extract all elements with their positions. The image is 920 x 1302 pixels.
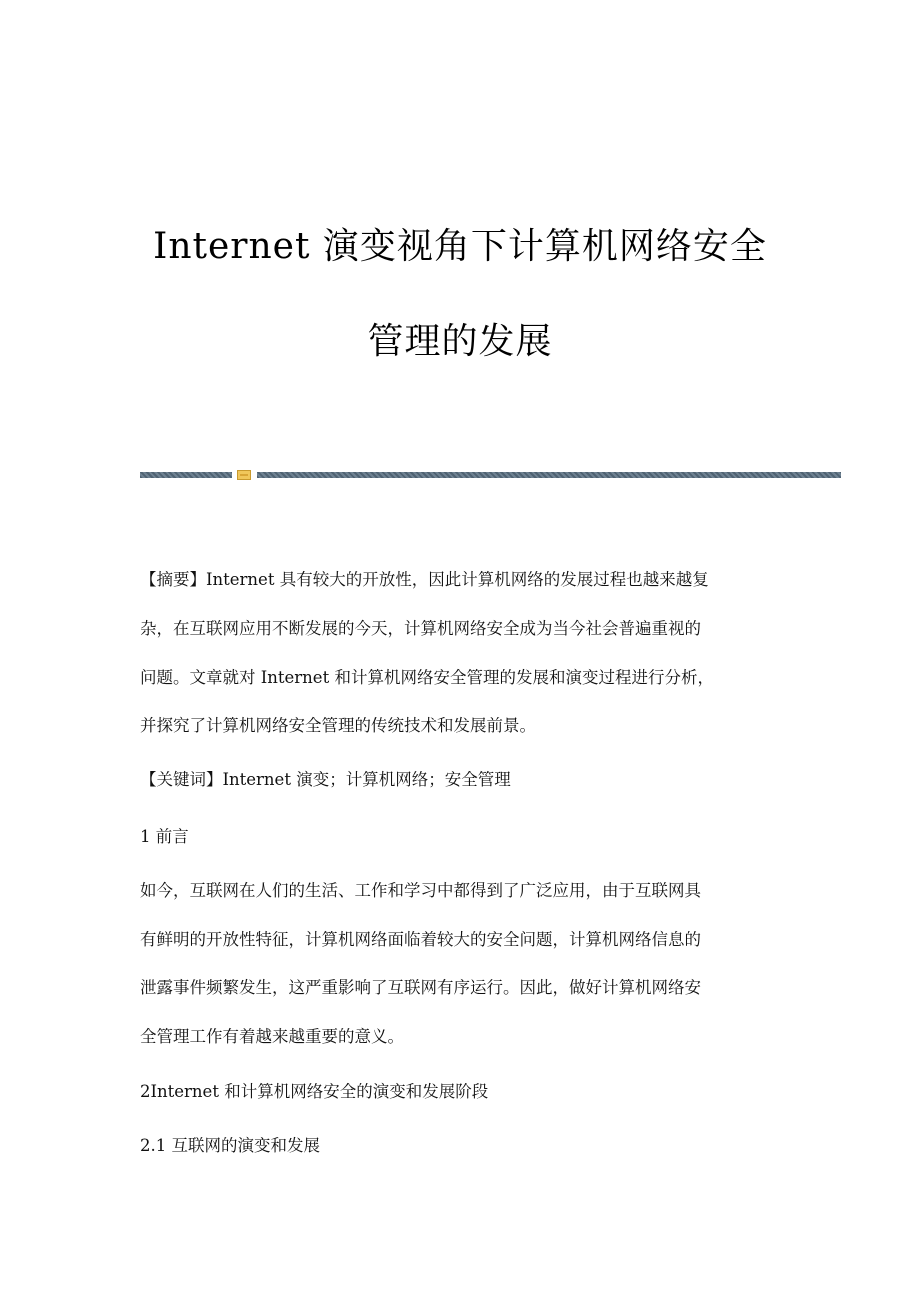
section-2-heading: 2Internet 和计算机网络安全的演变和发展阶段 bbox=[140, 1082, 489, 1101]
section-1-line-4: 全管理工作有着越来越重要的意义。 bbox=[140, 1027, 404, 1046]
section-1-line-2: 有鲜明的开放性特征，计算机网络面临着较大的安全问题，计算机网络信息的 bbox=[140, 930, 701, 949]
abstract-line-3: 问题。文章就对 Internet 和计算机网络安全管理的发展和演变过程进行分析， bbox=[140, 668, 714, 687]
abstract-line-2: 杂，在互联网应用不断发展的今天，计算机网络安全成为当今社会普遍重视的 bbox=[140, 619, 701, 638]
section-1-line-1: 如今，互联网在人们的生活、工作和学习中都得到了广泛应用，由于互联网具 bbox=[140, 881, 701, 900]
section-1-line-3: 泄露事件频繁发生，这严重影响了互联网有序运行。因此，做好计算机网络安 bbox=[140, 978, 701, 997]
divider-ornament-icon bbox=[237, 470, 251, 480]
title-divider bbox=[140, 470, 841, 480]
divider-bar-left bbox=[140, 472, 232, 478]
title-line-2: 管理的发展 bbox=[367, 321, 553, 362]
divider-bar-right bbox=[257, 472, 841, 478]
abstract-line-1: 【摘要】Internet 具有较大的开放性，因此计算机网络的发展过程也越来越复 bbox=[140, 570, 709, 589]
abstract-line-4: 并探究了计算机网络安全管理的传统技术和发展前景。 bbox=[140, 716, 536, 735]
title-line-1: Internet 演变视角下计算机网络安全 bbox=[153, 226, 767, 267]
section-2-1-heading: 2.1 互联网的演变和发展 bbox=[140, 1136, 320, 1155]
keywords: 【关键词】Internet 演变；计算机网络；安全管理 bbox=[140, 770, 511, 789]
section-1-heading: 1 前言 bbox=[140, 827, 189, 846]
